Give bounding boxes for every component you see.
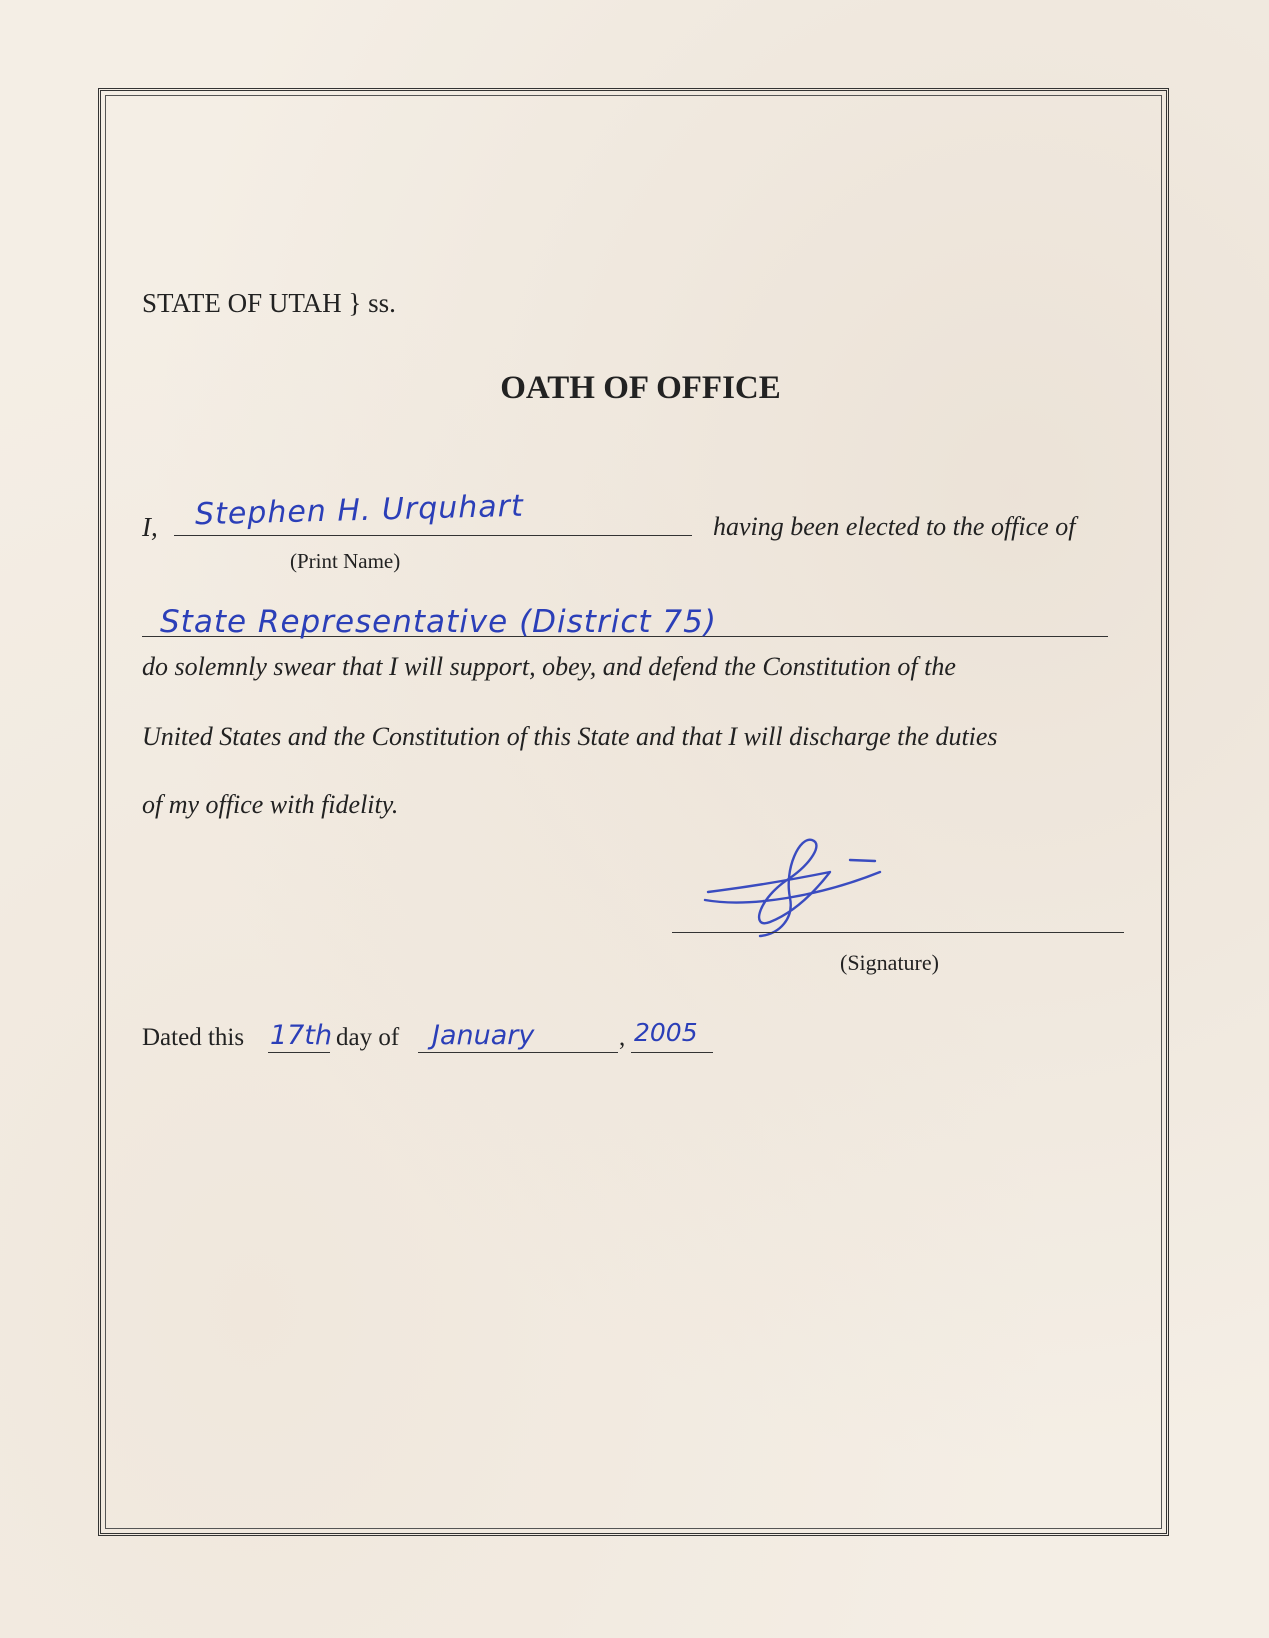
- month-blank-line: [418, 1052, 618, 1053]
- year-blank-line: [631, 1052, 713, 1053]
- handwritten-day: 17th: [270, 1020, 333, 1051]
- day-blank-line: [268, 1052, 330, 1053]
- handwritten-office: State Representative (District 75): [160, 604, 717, 640]
- having-elected-text: having been elected to the office of: [713, 512, 1076, 541]
- document-title: OATH OF OFFICE: [500, 370, 781, 406]
- signature-label: (Signature): [840, 950, 939, 975]
- handwritten-name: Stephen H. Urquhart: [194, 488, 525, 533]
- state-line: STATE OF UTAH } ss.: [142, 288, 396, 318]
- handwritten-year: 2005: [634, 1018, 698, 1047]
- i-label: I,: [142, 512, 158, 542]
- day-of-label: day of: [336, 1024, 400, 1051]
- signature-line: [672, 932, 1124, 933]
- oath-body-line-1: do solemnly swear that I will support, obey, and defend the Constitution of the: [142, 652, 956, 681]
- date-comma: ,: [619, 1024, 626, 1051]
- handwritten-month: January: [432, 1020, 535, 1051]
- print-name-label: (Print Name): [290, 549, 401, 573]
- oath-body-line-3: of my office with fidelity.: [142, 790, 399, 819]
- name-blank-line: [174, 535, 692, 536]
- signature-image: [700, 838, 910, 950]
- dated-label: Dated this: [142, 1024, 245, 1051]
- oath-body-line-2: United States and the Constitution of this State and that I will discharge the duties: [142, 722, 998, 751]
